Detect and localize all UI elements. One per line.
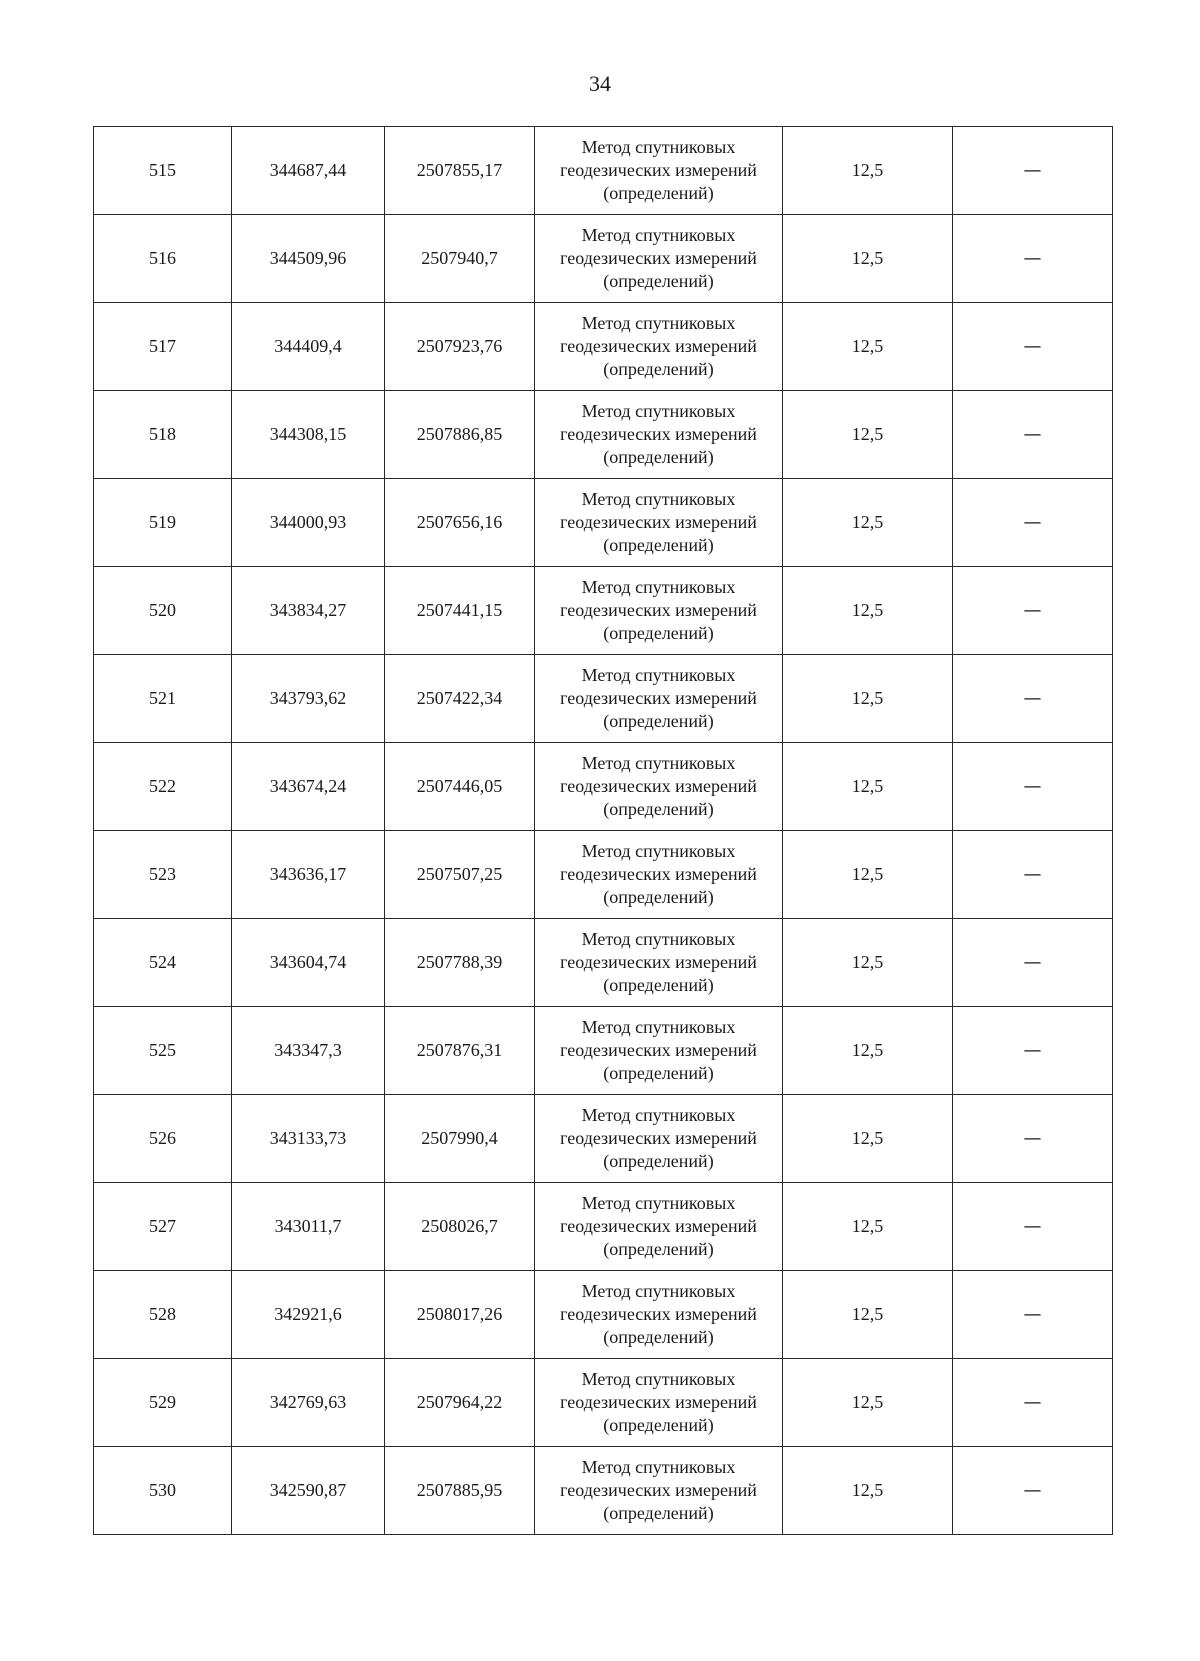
note-cell: — <box>953 215 1113 303</box>
accuracy-cell: 12,5 <box>783 743 953 831</box>
method-line: геодезических измерений <box>560 952 757 972</box>
note-cell: — <box>953 1359 1113 1447</box>
x-coordinate-cell: 344409,4 <box>232 303 385 391</box>
method-cell <box>535 1095 783 1183</box>
table-row <box>94 215 1113 303</box>
accuracy-cell: 12,5 <box>783 127 953 215</box>
method-line: (определений) <box>603 887 714 907</box>
method-cell <box>535 1271 783 1359</box>
method-line: Метод спутниковых <box>581 313 736 333</box>
accuracy-cell: 12,5 <box>783 1359 953 1447</box>
x-coordinate-cell: 343011,7 <box>232 1183 385 1271</box>
method-cell <box>535 1007 783 1095</box>
point-number-cell: 521 <box>94 655 232 743</box>
y-coordinate-cell: 2508026,7 <box>385 1183 535 1271</box>
accuracy-cell: 12,5 <box>783 303 953 391</box>
method-line: Метод спутниковых <box>581 225 736 245</box>
method-cell <box>535 919 783 1007</box>
note-cell: — <box>953 391 1113 479</box>
table-row <box>94 1183 1113 1271</box>
method-line: геодезических измерений <box>560 1392 757 1412</box>
accuracy-cell: 12,5 <box>783 1183 953 1271</box>
method-line: Метод спутниковых <box>581 1281 736 1301</box>
x-coordinate-cell: 343674,24 <box>232 743 385 831</box>
table-row <box>94 303 1113 391</box>
method-cell <box>535 391 783 479</box>
point-number-cell: 518 <box>94 391 232 479</box>
method-line: Метод спутниковых <box>581 665 736 685</box>
method-line: Метод спутниковых <box>581 1017 736 1037</box>
method-line: (определений) <box>603 1503 714 1523</box>
method-line: геодезических измерений <box>560 776 757 796</box>
method-line: геодезических измерений <box>560 1304 757 1324</box>
note-cell: — <box>953 1095 1113 1183</box>
accuracy-cell: 12,5 <box>783 1007 953 1095</box>
y-coordinate-cell: 2507656,16 <box>385 479 535 567</box>
method-line: (определений) <box>603 447 714 467</box>
y-coordinate-cell: 2507507,25 <box>385 831 535 919</box>
note-cell: — <box>953 919 1113 1007</box>
method-cell <box>535 831 783 919</box>
point-number-cell: 530 <box>94 1447 232 1535</box>
y-coordinate-cell: 2507422,34 <box>385 655 535 743</box>
y-coordinate-cell: 2507964,22 <box>385 1359 535 1447</box>
method-cell <box>535 743 783 831</box>
point-number-cell: 523 <box>94 831 232 919</box>
method-line: (определений) <box>603 183 714 203</box>
method-line: (определений) <box>603 1239 714 1259</box>
method-line: (определений) <box>603 1063 714 1083</box>
table-row <box>94 743 1113 831</box>
x-coordinate-cell: 342590,87 <box>232 1447 385 1535</box>
method-line: Метод спутниковых <box>581 401 736 421</box>
x-coordinate-cell: 344308,15 <box>232 391 385 479</box>
note-cell: — <box>953 1271 1113 1359</box>
table-row <box>94 655 1113 743</box>
point-number-cell: 524 <box>94 919 232 1007</box>
y-coordinate-cell: 2507923,76 <box>385 303 535 391</box>
accuracy-cell: 12,5 <box>783 479 953 567</box>
x-coordinate-cell: 343347,3 <box>232 1007 385 1095</box>
method-cell <box>535 303 783 391</box>
table-row <box>94 919 1113 1007</box>
method-line: Метод спутниковых <box>581 577 736 597</box>
x-coordinate-cell: 343636,17 <box>232 831 385 919</box>
point-number-cell: 520 <box>94 567 232 655</box>
x-coordinate-cell: 344000,93 <box>232 479 385 567</box>
method-line: (определений) <box>603 1327 714 1347</box>
table-row <box>94 479 1113 567</box>
method-cell <box>535 1447 783 1535</box>
method-line: геодезических измерений <box>560 600 757 620</box>
table-row <box>94 567 1113 655</box>
point-number-cell: 516 <box>94 215 232 303</box>
x-coordinate-cell: 343834,27 <box>232 567 385 655</box>
table-row <box>94 391 1113 479</box>
method-line: геодезических измерений <box>560 512 757 532</box>
table-row <box>94 127 1113 215</box>
note-cell: — <box>953 1447 1113 1535</box>
method-line: Метод спутниковых <box>581 1105 736 1125</box>
method-line: геодезических измерений <box>560 424 757 444</box>
table-row <box>94 831 1113 919</box>
note-cell: — <box>953 567 1113 655</box>
point-number-cell: 519 <box>94 479 232 567</box>
x-coordinate-cell: 344509,96 <box>232 215 385 303</box>
method-cell <box>535 655 783 743</box>
note-cell: — <box>953 127 1113 215</box>
x-coordinate-cell: 343604,74 <box>232 919 385 1007</box>
accuracy-cell: 12,5 <box>783 1271 953 1359</box>
note-cell: — <box>953 303 1113 391</box>
note-cell: — <box>953 655 1113 743</box>
table-row <box>94 1095 1113 1183</box>
note-cell: — <box>953 743 1113 831</box>
method-line: (определений) <box>603 1151 714 1171</box>
method-cell <box>535 479 783 567</box>
point-number-cell: 528 <box>94 1271 232 1359</box>
method-line: Метод спутниковых <box>581 1457 736 1477</box>
method-line: геодезических измерений <box>560 1040 757 1060</box>
x-coordinate-cell: 343133,73 <box>232 1095 385 1183</box>
point-number-cell: 522 <box>94 743 232 831</box>
method-line: Метод спутниковых <box>581 753 736 773</box>
table-row <box>94 1447 1113 1535</box>
x-coordinate-cell: 344687,44 <box>232 127 385 215</box>
note-cell: — <box>953 479 1113 567</box>
method-line: (определений) <box>603 271 714 291</box>
note-cell: — <box>953 831 1113 919</box>
accuracy-cell: 12,5 <box>783 655 953 743</box>
y-coordinate-cell: 2507855,17 <box>385 127 535 215</box>
accuracy-cell: 12,5 <box>783 831 953 919</box>
method-line: геодезических измерений <box>560 336 757 356</box>
method-line: (определений) <box>603 975 714 995</box>
method-cell <box>535 215 783 303</box>
method-line: Метод спутниковых <box>581 841 736 861</box>
note-cell: — <box>953 1183 1113 1271</box>
table-row <box>94 1007 1113 1095</box>
page-number: 34 <box>589 71 611 96</box>
point-number-cell: 529 <box>94 1359 232 1447</box>
y-coordinate-cell: 2507446,05 <box>385 743 535 831</box>
x-coordinate-cell: 342921,6 <box>232 1271 385 1359</box>
point-number-cell: 526 <box>94 1095 232 1183</box>
method-cell <box>535 1359 783 1447</box>
point-number-cell: 527 <box>94 1183 232 1271</box>
x-coordinate-cell: 343793,62 <box>232 655 385 743</box>
y-coordinate-cell: 2507940,7 <box>385 215 535 303</box>
accuracy-cell: 12,5 <box>783 215 953 303</box>
y-coordinate-cell: 2507885,95 <box>385 1447 535 1535</box>
method-line: Метод спутниковых <box>581 1193 736 1213</box>
method-line: геодезических измерений <box>560 160 757 180</box>
accuracy-cell: 12,5 <box>783 567 953 655</box>
accuracy-cell: 12,5 <box>783 391 953 479</box>
point-number-cell: 515 <box>94 127 232 215</box>
method-line: геодезических измерений <box>560 1480 757 1500</box>
method-line: (определений) <box>603 623 714 643</box>
point-number-cell: 517 <box>94 303 232 391</box>
accuracy-cell: 12,5 <box>783 1447 953 1535</box>
accuracy-cell: 12,5 <box>783 1095 953 1183</box>
method-line: Метод спутниковых <box>581 1369 736 1389</box>
method-cell <box>535 1183 783 1271</box>
method-cell <box>535 567 783 655</box>
method-cell <box>535 127 783 215</box>
y-coordinate-cell: 2507441,15 <box>385 567 535 655</box>
method-line: геодезических измерений <box>560 864 757 884</box>
method-line: геодезических измерений <box>560 688 757 708</box>
method-line: (определений) <box>603 359 714 379</box>
method-line: геодезических измерений <box>560 248 757 268</box>
accuracy-cell: 12,5 <box>783 919 953 1007</box>
y-coordinate-cell: 2507788,39 <box>385 919 535 1007</box>
y-coordinate-cell: 2507886,85 <box>385 391 535 479</box>
table-row <box>94 1271 1113 1359</box>
method-line: (определений) <box>603 711 714 731</box>
method-line: Метод спутниковых <box>581 929 736 949</box>
x-coordinate-cell: 342769,63 <box>232 1359 385 1447</box>
method-line: (определений) <box>603 1415 714 1435</box>
y-coordinate-cell: 2507876,31 <box>385 1007 535 1095</box>
method-line: геодезических измерений <box>560 1216 757 1236</box>
note-cell: — <box>953 1007 1113 1095</box>
method-line: Метод спутниковых <box>581 489 736 509</box>
y-coordinate-cell: 2507990,4 <box>385 1095 535 1183</box>
point-number-cell: 525 <box>94 1007 232 1095</box>
y-coordinate-cell: 2508017,26 <box>385 1271 535 1359</box>
coordinates-table <box>93 126 1113 1535</box>
method-line: (определений) <box>603 799 714 819</box>
table-body <box>94 127 1113 1535</box>
method-line: Метод спутниковых <box>581 137 736 157</box>
method-line: (определений) <box>603 535 714 555</box>
method-line: геодезических измерений <box>560 1128 757 1148</box>
table-row <box>94 1359 1113 1447</box>
